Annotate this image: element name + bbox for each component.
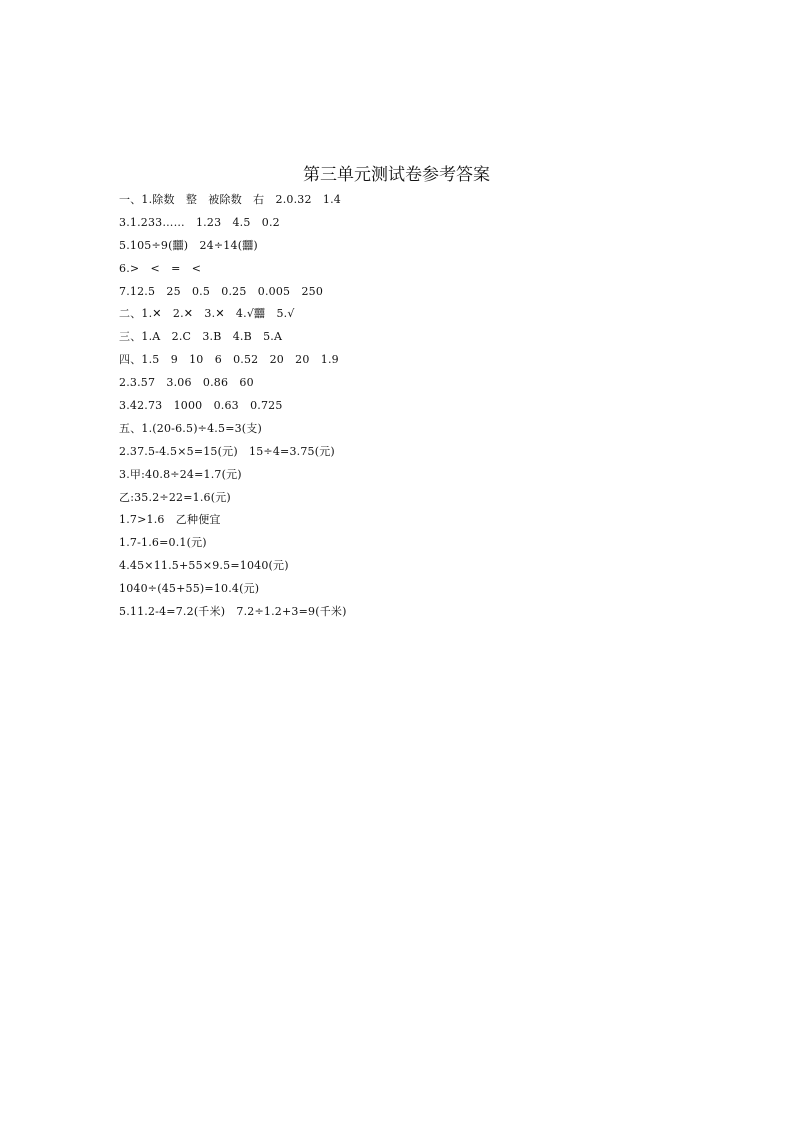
answer-line-part4-q2: 2.3.57 3.06 0.86 60 [119,376,254,390]
answer-line-part5-q1: 五、1.(20-6.5)÷4.5=3(支) [119,421,262,435]
answer-line-part3: 三、1.A 2.C 3.B 4.B 5.A [119,330,283,344]
answer-list [119,189,719,624]
document-title: 第三单元测试卷参考答案 [303,165,490,185]
answer-line-part5-q4-a: 4.45×11.5+55×9.5=1040(元) [119,559,289,573]
answer-line-part5-q3-a: 3.甲:40.8÷24=1.7(元) [119,467,242,481]
answer-line-part1-q5: 5.105÷9(䨻) 24÷14(䨻) [119,238,258,252]
answer-line-part4-q3: 3.42.73 1000 0.63 0.725 [119,399,283,413]
answer-line-part1-q6: 6.> < = < [119,261,202,275]
answer-line-part1-q1-2: 一、1.除数 整 被除数 右 2.0.32 1.4 [119,193,341,206]
answer-line-part5-q3-d: 1.7-1.6=0.1(元) [119,536,207,550]
answer-line-part5-q4-b: 1040÷(45+55)=10.4(元) [119,582,260,596]
answer-line-part1-q7: 7.12.5 25 0.5 0.25 0.005 250 [119,284,324,298]
answer-line-part5-q3-b: 乙:35.2÷22=1.6(元) [119,490,231,504]
answer-line-part5-q3-c: 1.7>1.6 乙种便宜 [119,513,221,527]
answer-line-part5-q2: 2.37.5-4.5×5=15(元) 15÷4=3.75(元) [119,444,335,458]
answer-line-part4-q1: 四、1.5 9 10 6 0.52 20 20 1.9 [119,353,339,367]
answer-line-part1-q3-4: 3.1.233…… 1.23 4.5 0.2 [119,215,280,229]
answer-line-part2: 二、1.✕ 2.✕ 3.✕ 4.√䨻 5.√ [119,307,295,321]
answer-line-part5-q5: 5.11.2-4=7.2(千米) 7.2÷1.2+3=9(千米) [119,605,347,619]
